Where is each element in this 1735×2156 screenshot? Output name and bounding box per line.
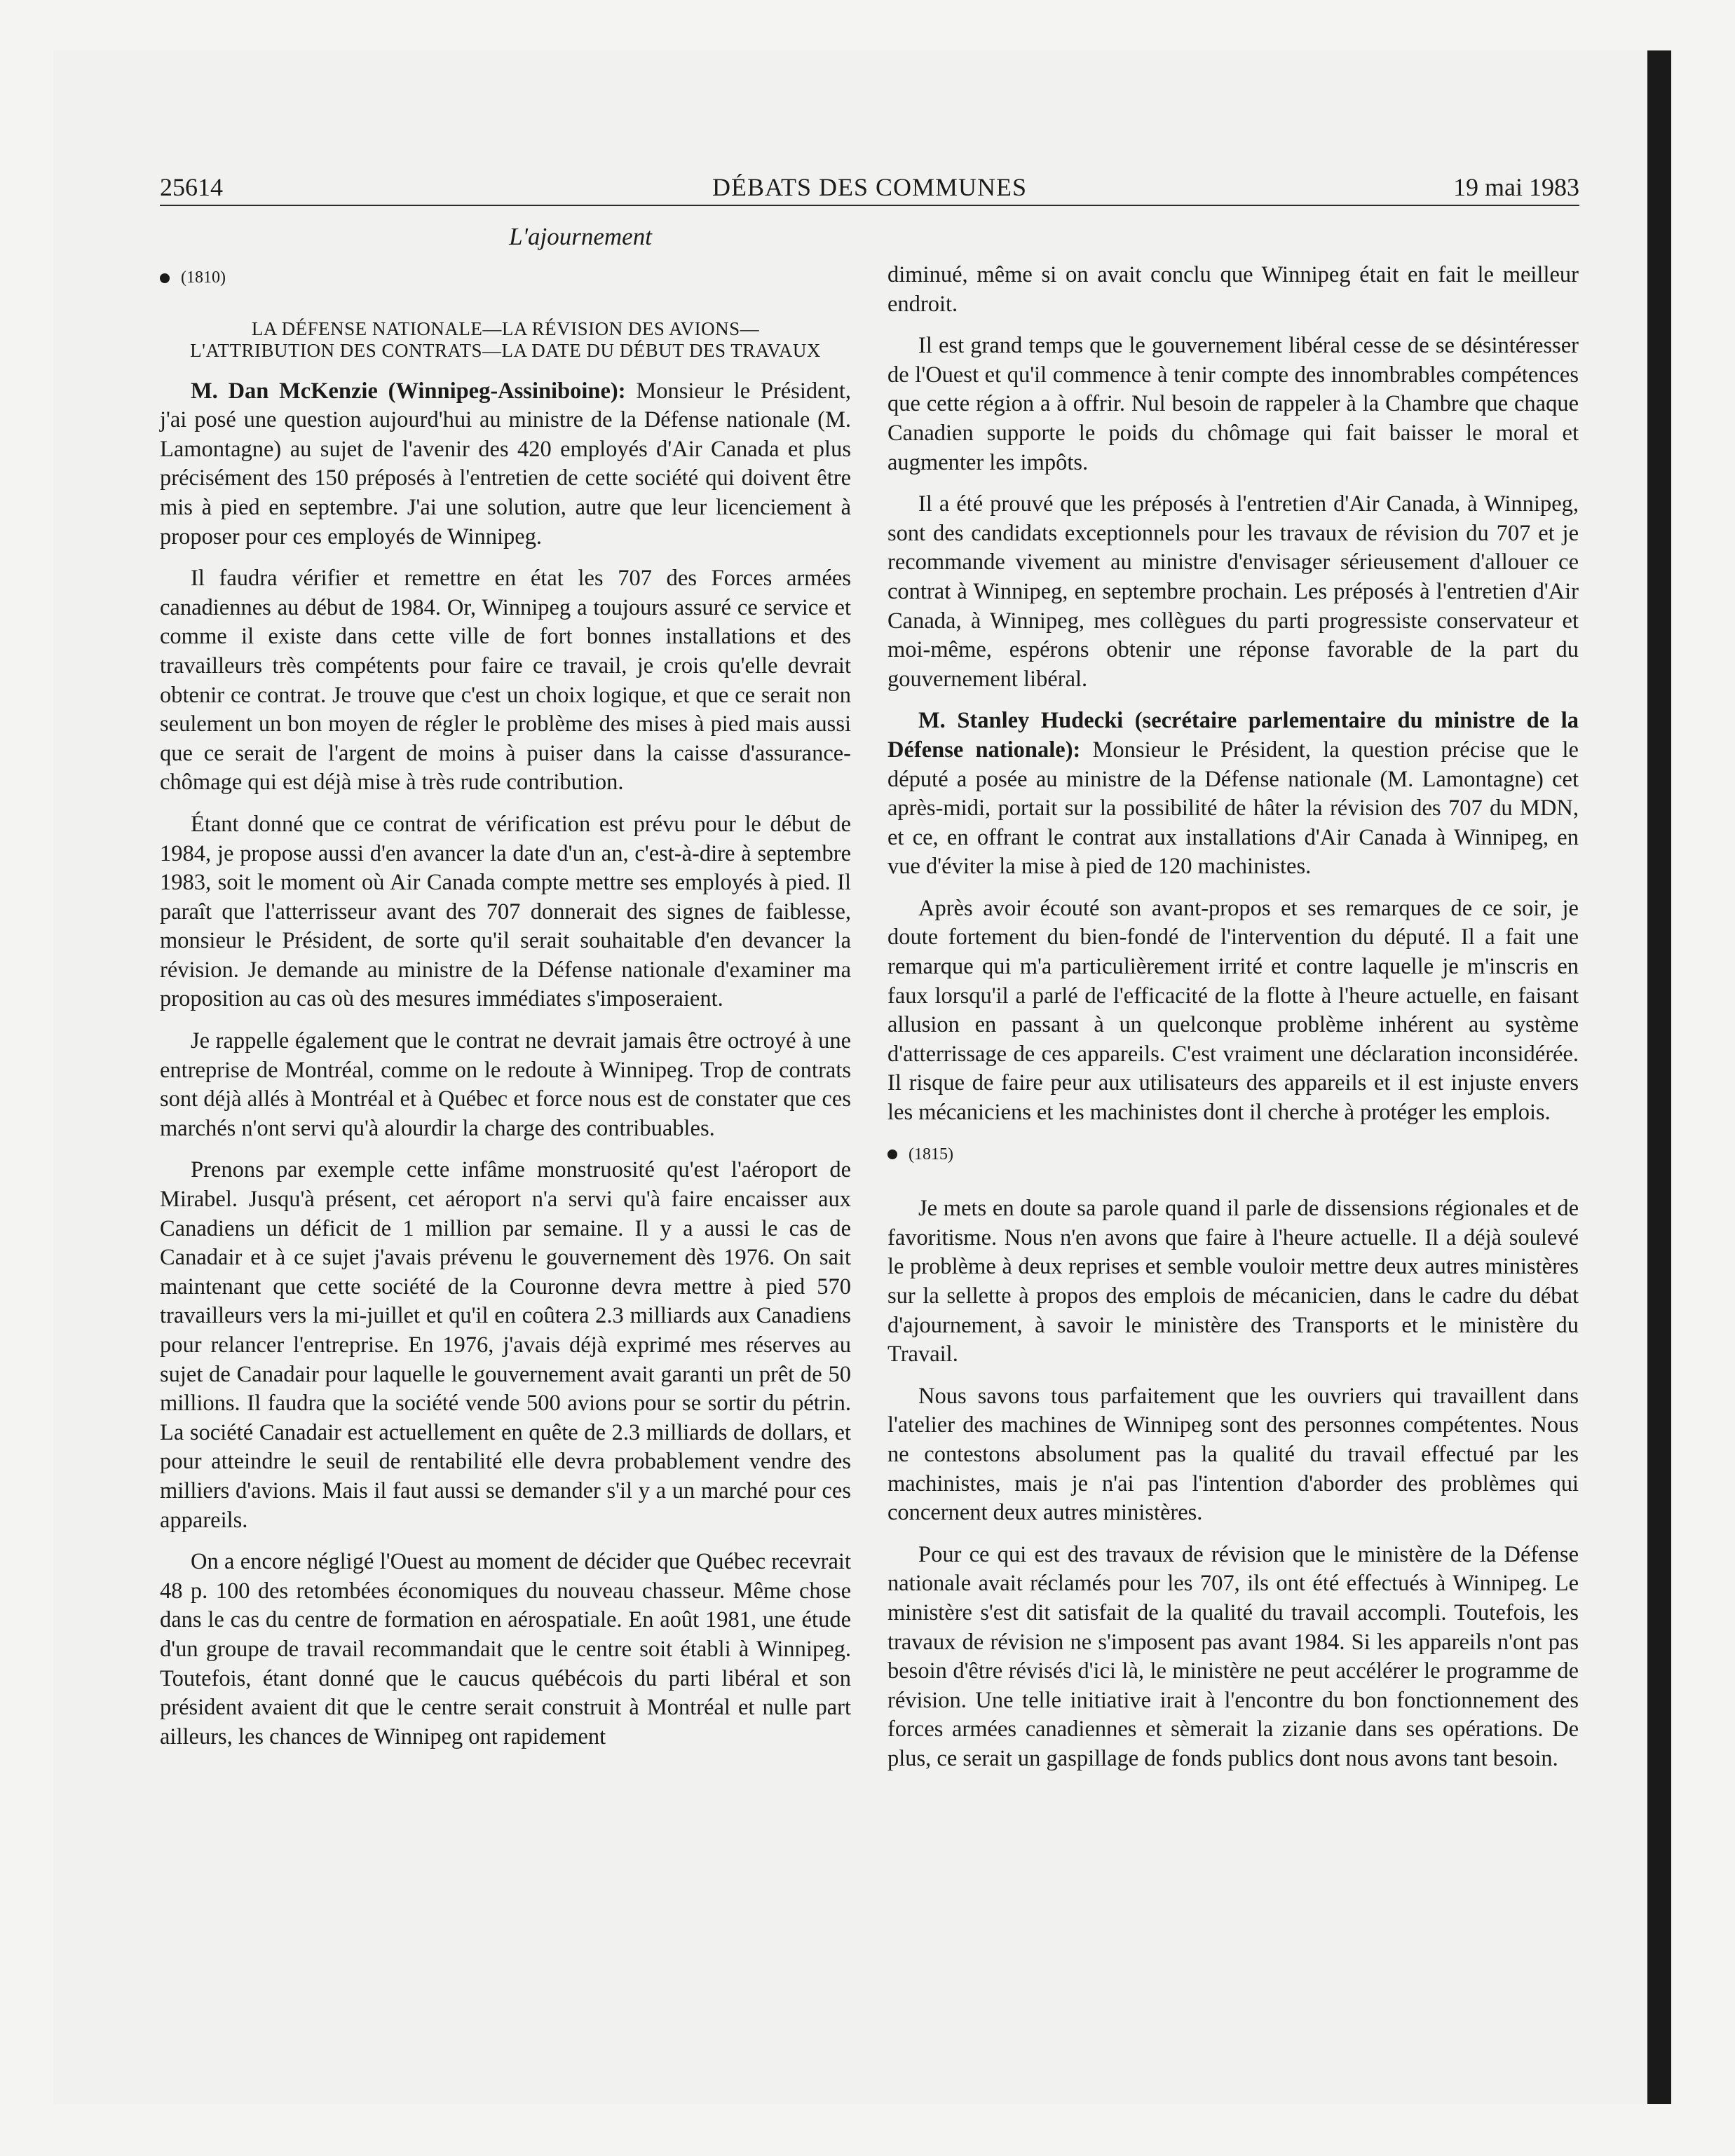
publication-title: DÉBATS DES COMMUNES [712, 173, 1028, 201]
paragraph: Nous savons tous parfaitement que les ouvriers qui travaillent dans l'atelier des machines de Winnipeg sont des personnes compétentes. Nous ne contestons absolument pas la qualité du travail effectué par les machinistes, mais je n'ai pas l'intention d'aborder des problèmes qui concernent deux autres ministères. [887, 1383, 1579, 1526]
paragraph: diminué, même si on avait conclu que Winnipeg était en fait le meilleur endroit. [887, 262, 1579, 317]
paragraph: On a encore négligé l'Ouest au moment de décider que Québec recevrait 48 p. 100 des retombées économiques du nouveau chasseur. Même chose dans le cas du centre de formation en aérospatiale. En août 1981, une étude d'un groupe de travail recommandait que le centre soit établi à Winnipeg. Toutefois, étant donné que le caucus québécois du parti libéral et son président avaient dit que le centre serait construit à Montréal et nulle part ailleurs, les chances de Winnipeg ont rapidement [160, 1549, 851, 1749]
timestamp-text: (1810) [181, 268, 226, 287]
timestamp-marker [887, 1140, 1579, 1170]
paragraph [160, 377, 851, 552]
paragraph: Étant donné que ce contrat de vérification est prévu pour le début de 1984, je propose aussi d'en avancer la date d'un an, c'est-à-dire à septembre 1983, soit le moment où Air Canada compte mettre ses employés à pied. Il paraît que l'atterrisseur avant des 707 donnerait des signes de faiblesse, monsieur le Président, de sorte qu'il serait souhaitable d'en devancer la révision. Je demande au ministre de la Défense nationale d'examiner ma proposition au cas où des mesures immédiates s'imposeraient. [160, 811, 851, 1012]
paragraph: Il faudra vérifier et remettre en état les 707 des Forces armées canadiennes au début de 1984. Or, Winnipeg a toujours assuré ce service et comme il existe dans cette ville de fort bonnes installations et des travailleurs très compétents pour faire ce travail, je crois qu'elle devrait obtenir ce contrat. Je trouve que c'est un choix logique, et que ce serait non seulement un bon moyen de régler le problème des mises à pied mais aussi que ce serait de l'argent de moins à puiser dans la caisse d'assurance-chômage qui est déjà mise à très rude contribution. [160, 566, 851, 796]
paragraph: Il est grand temps que le gouvernement libéral cesse de se désintéresser de l'Ouest et qu'il commence à tenir compte des innombrables compétences que cette région a à offrir. Nul besoin de rappeler à la Chambre que chaque Canadien supporte le poids du chômage qui fait baisser le moral et augmenter les impôts. [887, 333, 1579, 475]
publication-date: 19 mai 1983 [1453, 173, 1579, 201]
section-title: L'ajournement [509, 223, 652, 250]
paragraph-text: Monsieur le Président, j'ai posé une question aujourd'hui au ministre de la Défense nationale (M. Lamontagne) au sujet de l'avenir des 420 employés d'Air Canada et plus précisément des 150 préposés à l'entretien de cette société qui doivent être mis à pied en septembre. J'ai une solution, autre que leur licenciement à proposer pour ces employés de Winnipeg. [160, 378, 851, 550]
speaker-name: M. Stanley Hudecki (secrétaire parlementaire du ministre de la Défense nationale): [887, 708, 1579, 763]
timestamp-marker [160, 264, 851, 293]
paragraph: Il a été prouvé que les préposés à l'entretien d'Air Canada, à Winnipeg, sont des candidats exceptionnels pour les travaux de révision du 707 et je recommande vivement au ministre d'envisager sérieusement d'allouer ce contrat à Winnipeg, en septembre prochain. Les préposés à l'entretien d'Air Canada, à Winnipeg, mes collègues du parti progressiste conservateur et moi-même, espérons obtenir une réponse favorable de la part du gouvernement libéral. [887, 491, 1579, 692]
bullet-icon [887, 1149, 897, 1159]
paragraph [887, 707, 1579, 882]
paragraph: Pour ce qui est des travaux de révision que le ministère de la Défense nationale avait réclamés pour les 707, ils ont été effectués à Winnipeg. Le ministère s'est dit satisfait de la qualité du travail accompli. Toutefois, les travaux de révision ne s'imposent pas avant 1984. Si les appareils n'ont pas besoin d'être révisés d'ici là, le ministère ne peut accélérer le programme de révision. Une telle initiative irait à l'encontre du bon fonctionnement des forces armées canadiennes et sèmerait la zizanie dans ses opérations. De plus, ce serait un gaspillage de fonds publics dont nous avons tant besoin. [887, 1541, 1579, 1771]
page-header [160, 172, 1579, 207]
bullet-icon [160, 273, 170, 283]
page-number: 25614 [160, 173, 223, 201]
scan-edge-bar [1647, 50, 1671, 2104]
header-rule [160, 205, 1579, 206]
paragraph: Je rappelle également que le contrat ne devrait jamais être octroyé à une entreprise de Montréal, comme on le redoute à Winnipeg. Trop de contrats sont déjà allés à Montréal et à Québec et force nous est de constater que ces marchés n'ont servi qu'à alourdir la charge des contribuables. [160, 1028, 851, 1141]
right-column [887, 261, 1579, 1787]
subject-heading: LA DÉFENSE NATIONALE—LA RÉVISION DES AVIONS—L'ATTRIBUTION DES CONTRATS—LA DATE DU DÉBUT DES TRAVAUX [190, 318, 821, 361]
left-column [160, 258, 851, 1764]
paragraph: Prenons par exemple cette infâme monstruosité qu'est l'aéroport de Mirabel. Jusqu'à présent, cet aéroport n'a servi qu'à faire encaisser aux Canadiens un déficit de 1 million par semaine. Il y a aussi le cas de Canadair et à ce sujet j'avais prévenu le gouvernement dès 1976. On sait maintenant que cette société de la Couronne devra mettre à pied 570 travailleurs vers la mi-juillet et qu'il en coûtera 2.3 milliards aux Canadiens pour relancer l'entreprise. En 1976, j'avais déjà exprimé mes réserves au sujet de Canadair pour laquelle le gouvernement avait garanti un prêt de 50 millions. Il faudra que la société vende 500 avions pour se sortir du pétrin. La société Canadair est actuellement en quête de 2.3 milliards de dollars, et pour atteindre le seuil de rentabilité elle devra probablement vendre des milliers d'avions. Mais il faut aussi se demander s'il y a un marché pour ces appareils. [160, 1157, 851, 1533]
paragraph-text: Monsieur le Président, la question précise que le député a posée au ministre de la Défense nationale (M. Lamontagne) cet après-midi, portait sur la possibilité de hâter la révision des 707 du MDN, et ce, en offrant le contrat aux installations d'Air Canada à Winnipeg, en vue d'éviter la mise à pied de 120 machinistes. [887, 737, 1579, 880]
timestamp-text: (1815) [909, 1145, 953, 1164]
paragraph: Après avoir écouté son avant-propos et ses remarques de ce soir, je doute fortement du bien-fondé de l'intervention du député. Il a fait une remarque qui m'a particulièrement irrité et contre laquelle je m'inscris en faux lorsqu'il a parlé de l'efficacité de la flotte à l'heure actuelle, en faisant allusion en passant à un quelconque problème inhérent au système d'atterrissage de ces appareils. C'est vraiment une déclaration inconsidérée. Il risque de faire peur aux utilisateurs des appareils et il est injuste envers les mécaniciens et les machinistes dont il cherche à protéger les emplois. [887, 895, 1579, 1126]
paragraph: Je mets en doute sa parole quand il parle de dissensions régionales et de favoritisme. Nous n'en avons que faire à l'heure actuelle. Il a déjà soulevé le problème à deux reprises et semble vouloir mettre deux autres ministères sur la sellette à propos des emplois de mécanicien, dans le cadre du débat d'ajournement, à savoir le ministère des Transports et le ministère du Travail. [887, 1196, 1579, 1367]
speaker-name: M. Dan McKenzie (Winnipeg-Assiniboine): [191, 378, 626, 404]
